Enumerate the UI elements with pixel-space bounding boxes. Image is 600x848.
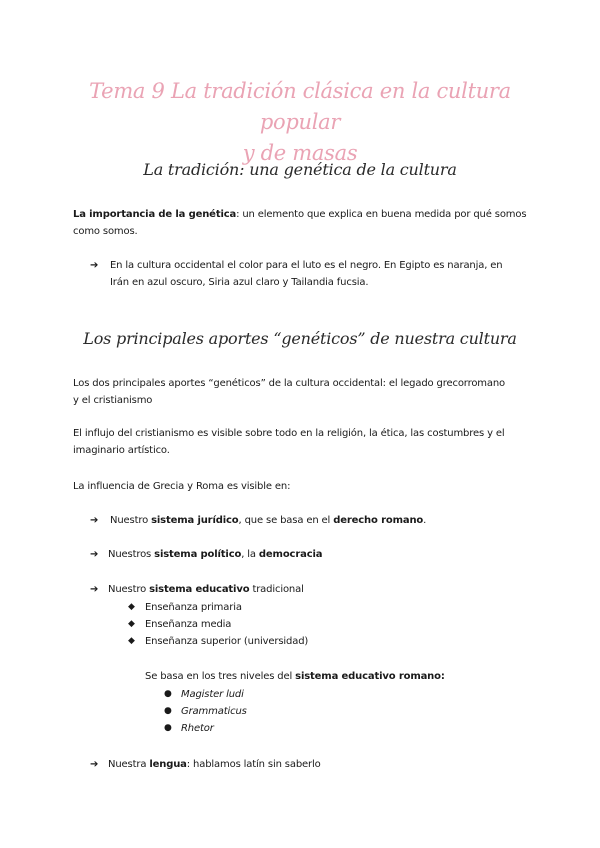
title-line-1: Tema 9 La tradición clásica en la cultura popular (89, 79, 511, 134)
luto-line-2: Irán en azul oscuro, Siria azul claro y Tailandia fucsia. (110, 277, 369, 288)
diamond-bullet-icon: ◆ (128, 602, 135, 612)
item-politico-bold: sistema político (154, 549, 242, 560)
sub-item: Enseñanza primaria (145, 602, 242, 613)
section-heading-aportes: Los principales aportes “genéticos” de nuestra cultura (83, 329, 517, 348)
aportes-paragraph (73, 375, 531, 409)
item-juridico-pre: Nuestro (110, 515, 152, 526)
level-item: Grammaticus (181, 706, 247, 717)
title-line-2: y de masas (242, 141, 358, 165)
influencia-paragraph: La influencia de Grecia y Roma es visible en: (73, 481, 291, 492)
arrow-bullet-icon: ➔ (90, 759, 99, 770)
cristianismo-line-2: imaginario artístico. (73, 445, 170, 456)
level-item: Rhetor (181, 723, 214, 734)
item-politico-mid: , la (241, 549, 259, 560)
item-juridico (110, 512, 535, 529)
item-educativo-bold: sistema educativo (149, 584, 250, 595)
item-politico-bold2: democracia (258, 549, 323, 560)
romano-note (145, 668, 525, 685)
item-juridico-bold: sistema jurídico (151, 515, 239, 526)
intro-bold: La importancia de la genética (73, 209, 237, 220)
item-lengua-bold: lengua (149, 759, 187, 770)
section-heading-genetica: La tradición: una genética de la cultura (143, 160, 457, 179)
luto-line-1: En la cultura occidental el color para el luto es el negro. En Egipto es naranja, en (110, 260, 503, 271)
item-lengua-post: : hablamos latín sin saberlo (186, 759, 321, 770)
cristianismo-line-1: El influjo del cristianismo es visible sobre todo en la religión, la ética, las costumbres y el (73, 428, 505, 439)
item-educativo (108, 581, 533, 598)
item-politico (108, 546, 533, 563)
item-juridico-mid: , que se basa en el (238, 515, 334, 526)
item-juridico-bold2: derecho romano (333, 515, 424, 526)
sub-item: Enseñanza superior (universidad) (145, 636, 309, 647)
aportes-line-1: Los dos principales aportes “genéticos” de la cultura occidental: el legado grecorromano (73, 378, 506, 389)
diamond-bullet-icon: ◆ (128, 619, 135, 629)
dot-bullet-icon: ● (164, 723, 172, 733)
item-politico-pre: Nuestros (108, 549, 155, 560)
document-title (60, 76, 540, 169)
item-juridico-post: . (423, 515, 427, 526)
sub-item: Enseñanza media (145, 619, 232, 630)
luto-bullet (110, 257, 535, 291)
item-educativo-pre: Nuestro (108, 584, 150, 595)
dot-bullet-icon: ● (164, 689, 172, 699)
arrow-bullet-icon: ➔ (90, 515, 99, 526)
item-educativo-post: tradicional (249, 584, 304, 595)
romano-note-bold: sistema educativo romano: (295, 671, 445, 682)
intro-text: : un elemento que explica en buena medida por qué somos (236, 209, 527, 220)
aportes-line-2: y el cristianismo (73, 395, 153, 406)
arrow-bullet-icon: ➔ (90, 584, 99, 595)
dot-bullet-icon: ● (164, 706, 172, 716)
item-lengua-pre: Nuestra (108, 759, 150, 770)
romano-note-pre: Se basa en los tres niveles del (145, 671, 296, 682)
level-item: Magister ludi (181, 689, 244, 700)
arrow-bullet-icon: ➔ (90, 260, 99, 271)
intro-text-line2: como somos. (73, 226, 138, 237)
arrow-bullet-icon: ➔ (90, 549, 99, 560)
diamond-bullet-icon: ◆ (128, 636, 135, 646)
intro-paragraph (73, 206, 531, 240)
item-lengua (108, 756, 533, 773)
cristianismo-paragraph (73, 425, 531, 459)
